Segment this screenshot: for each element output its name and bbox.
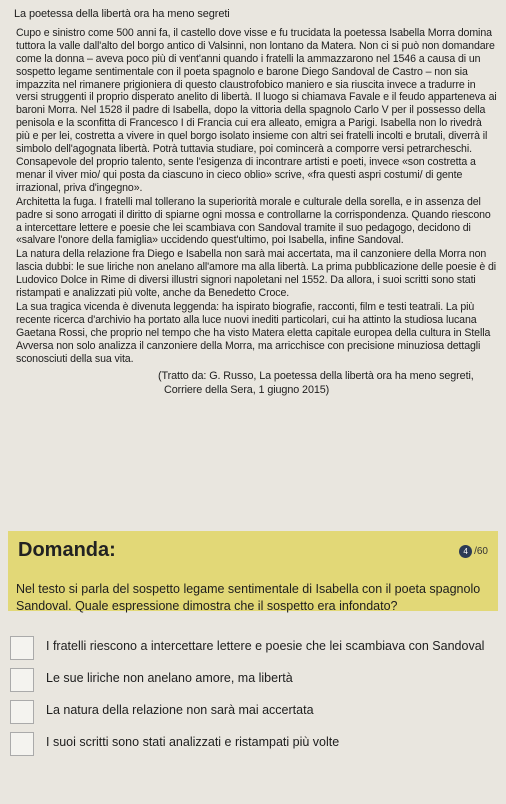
answer-checkbox-3[interactable] [10,700,34,724]
answer-option-1[interactable] [0,632,506,664]
answer-options [0,632,506,760]
question-header [14,531,490,571]
source-line-1: (Tratto da: G. Russo, La poetessa della libertà ora ha meno segreti, [158,370,474,383]
article-paragraph-3: La natura della relazione fra Diego e Isabella non sarà mai accertata, ma il canzoniere della Morra non lascia dubbi: le sue liriche non anelano all'amore ma alla libertà. La prima pubblicazione delle poesie è di Ludovico Dolce in Rime di diversi illustri signori napoletani nel 1552. Da allora, i suoi scritti sono stati ristampati e analizzati più volte, anche da Benedetto Croce. [16,248,497,300]
answer-text-1: I fratelli riescono a intercettare lettere e poesie che lei scambiava con Sandoval [46,639,485,653]
article-paragraph-4: La sua tragica vicenda è divenuta leggenda: ha ispirato biografie, racconti, film e testi teatrali. La più recente ricerca d'archivio ha portato alla luce nuovi inediti particolari, cui ha attinto la studiosa lucana Gaetana Rossi, che proprio nel tempo che ha visto Matera eletta capitale europea della cultura in Stella Avversa non solo analizza il canzoniere della Morra, ma arricchisce con precisione minuziosa dettagli sconosciuti della sua vita. [16,300,491,365]
question-number-badge: 4 [459,545,472,558]
article-source [158,369,498,397]
answer-text-4: I suoi scritti sono stati analizzati e ristampati più volte [46,735,340,749]
answer-checkbox-4[interactable] [10,732,34,756]
article-title: La poetessa della libertà ora ha meno segreti [14,8,230,20]
answer-option-2[interactable] [0,664,506,696]
question-box [8,531,498,611]
article [8,8,498,397]
question-text: Nel testo si parla del sospetto legame sentimentale di Isabella con il poeta spagnolo Sandoval. Quale espressione dimostra che il sospetto era infondato? [16,582,481,613]
question-total: /60 [474,546,488,558]
question-counter [459,545,488,558]
source-line-2: Corriere della Sera, 1 giugno 2015) [164,384,330,397]
answer-text-2: Le sue liriche non anelano amore, ma libertà [46,671,293,685]
article-paragraph-1: Cupo e sinistro come 500 anni fa, il castello dove visse e fu trucidata la poetessa Isabella Morra domina tuttora la valle dall'alto del borgo antico di Valsinni, non lontano da Matera. Non ci si può non domandare come la donna – aveva poco più di vent'anni quando i fratelli la ammazzarono nel 1546 a causa di un sospetto legame sentimentale con il poeta spagnolo e barone Diego Sandoval de Castro – non sia impazzita nel rimanere prigioniera di questo claustrofobico maniero e sia riuscita invece a tradurre in versi struggenti il proprio disperato anelito di libertà. Il luogo si chiamava Favale e il feudo apparteneva ai baroni Morra. Nel 1528 il padre di Isabella, dopo la vittoria della spagnolo Carlo V per il possesso della penisola e la sconfitta di Francesco I di Francia cui era alleato, emigra a Parigi. Isabella non lo rivedrà più e per lei, costretta a vivere in quel borgo isolato insieme con altri sei fratelli incolti e brutali, diverrà il simbolo dell'agognata libertà. Potrà tuttavia studiare, poi comincerà a comporre versi petrarcheschi. Consapevole del proprio talento, sente l'esigenza di incontrare artisti e poeti, invece «son costretta a menar il viver mio/ qui posta da ciascuno in cieco oblio» scrive, «fra questi aspri costumi/ di gente irrazional, priva d'ingegno». [16,26,497,194]
article-paragraph-2: Architetta la fuga. I fratelli mal tollerano la superiorità morale e culturale della sorella, e in assenza del padre si sono arrogati il diritto di spiarne ogni mossa e controllarne la corrispondenza. Quando riescono a intercettare lettere e poesie che lei scambiava con Sandoval tramite il suo pedagogo, decidono di «salvare l'onore della famiglia» uccidendo quest'ultimo, poi Isabella, infine Sandoval. [16,195,491,247]
answer-option-3[interactable] [0,696,506,728]
question-label: Domanda: [18,539,116,561]
answer-text-3: La natura della relazione non sarà mai accertata [46,703,314,717]
answer-checkbox-2[interactable] [10,668,34,692]
answer-checkbox-1[interactable] [10,636,34,660]
answer-option-4[interactable] [0,728,506,760]
